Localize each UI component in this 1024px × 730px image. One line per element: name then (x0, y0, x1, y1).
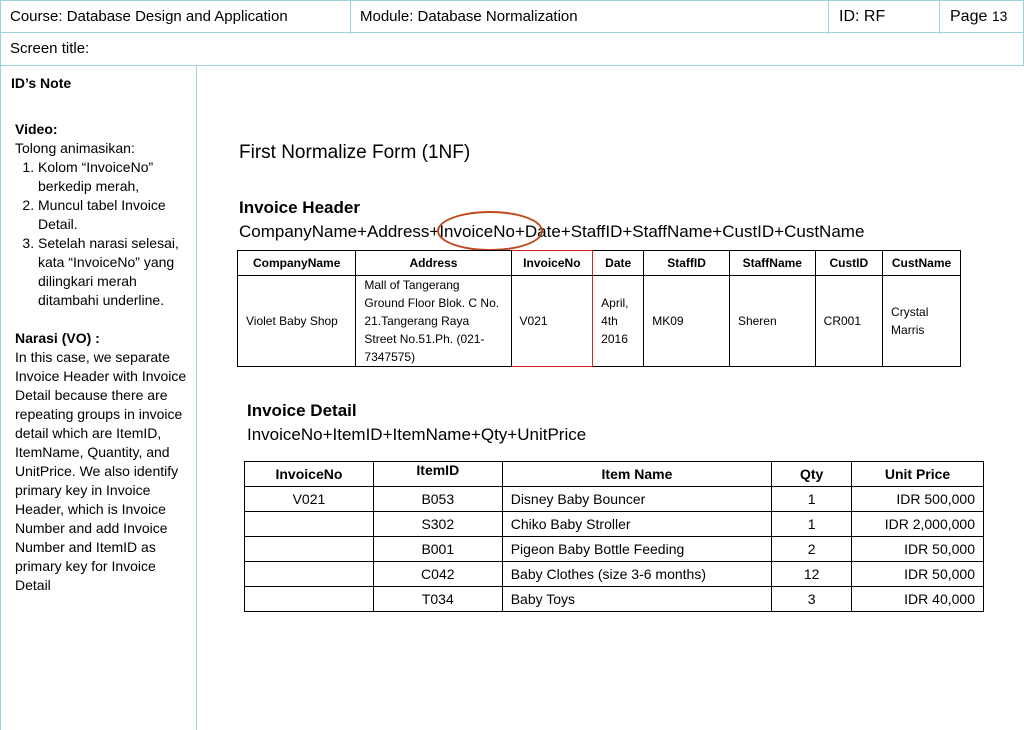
column-header: Item Name (502, 462, 772, 487)
column-header: CompanyName (238, 251, 356, 276)
table-cell: IDR 40,000 (852, 587, 984, 612)
id-notes-body (15, 120, 191, 595)
table-cell: 12 (772, 562, 852, 587)
table-row (245, 487, 984, 512)
table-row (245, 587, 984, 612)
header-bar (0, 0, 1024, 33)
video-step: 3. Setelah narasi selesai, kata “InvoiceNo” yang dilingkari merah ditambahi underline. (38, 234, 191, 310)
table-cell: Baby Toys (502, 587, 772, 612)
table-cell: MK09 (644, 276, 730, 367)
video-heading: Video: (15, 121, 58, 137)
page-label: Page (950, 8, 988, 25)
column-header: CustName (883, 251, 961, 276)
table-cell: Mall of Tangerang Ground Floor Blok. C No. 21.Tangerang Raya Street No.51.Ph. (021-7347575) (356, 276, 511, 367)
table-cell: Disney Baby Bouncer (502, 487, 772, 512)
table-row (245, 537, 984, 562)
table-header-row (238, 251, 961, 276)
table-cell: T034 (373, 587, 502, 612)
table-cell (245, 537, 374, 562)
column-header: Unit Price (852, 462, 984, 487)
table-cell: IDR 500,000 (852, 487, 984, 512)
invoiceno-highlight-circle (437, 211, 543, 251)
video-intro: Tolong animasikan: (15, 140, 135, 156)
table-cell: S302 (373, 512, 502, 537)
page-number: 13 (991, 8, 1008, 24)
column-header: Qty (772, 462, 852, 487)
table-cell: Baby Clothes (size 3-6 months) (502, 562, 772, 587)
table-cell: CR001 (815, 276, 882, 367)
table-cell: IDR 2,000,000 (852, 512, 984, 537)
column-header: Address (356, 251, 511, 276)
table-cell (245, 562, 374, 587)
table-row (245, 512, 984, 537)
column-header: StaffID (644, 251, 730, 276)
table-cell (245, 587, 374, 612)
table-row (238, 276, 961, 367)
screen-title: Screen title: (0, 33, 1024, 66)
invoice-header-formula (239, 222, 864, 242)
course-label: Course: Database Design and Application (1, 1, 351, 34)
table-cell: Sheren (729, 276, 815, 367)
table-cell: April, 4th 2016 (593, 276, 644, 367)
table-cell: V021 (245, 487, 374, 512)
invoice-detail-heading: Invoice Detail (247, 401, 357, 420)
table-header-row (245, 462, 984, 487)
id-notes-panel (0, 66, 197, 730)
table-cell: 3 (772, 587, 852, 612)
column-header: InvoiceNo (245, 462, 374, 487)
table-cell: IDR 50,000 (852, 537, 984, 562)
table-cell (245, 512, 374, 537)
page-indicator (940, 1, 1024, 34)
table-cell: B053 (373, 487, 502, 512)
page-heading: First Normalize Form (1NF) (239, 142, 471, 163)
table-cell: C042 (373, 562, 502, 587)
column-header: Date (593, 251, 644, 276)
narration-heading: Narasi (VO) : (15, 330, 100, 346)
narration-text: In this case, we separate Invoice Header with Invoice Detail because there are repeating groups in invoice detail which are ItemID, ItemName, Quantity, and UnitPrice. We also identify primary key in Invoice Header, which is Invoice Number and add Invoice Number and ItemID as primary key for Invoice Detail (15, 349, 187, 593)
column-header: ItemID (373, 462, 502, 487)
formula-key-invoiceno: InvoiceNo (439, 222, 515, 241)
column-header: StaffName (729, 251, 815, 276)
module-label: Module: Database Normalization (351, 1, 829, 34)
table-cell: 2 (772, 537, 852, 562)
column-header-invoiceno: InvoiceNo (511, 251, 593, 276)
invoice-detail-table (244, 461, 984, 612)
video-step: 2. Muncul tabel Invoice Detail. (38, 196, 191, 234)
id-label: ID: RF (829, 1, 940, 34)
video-step: 1. Kolom “InvoiceNo” berkedip merah, (38, 158, 191, 196)
invoice-header-table (237, 250, 961, 367)
table-cell-invoiceno: V021 (511, 276, 593, 367)
video-steps (15, 158, 191, 310)
invoice-detail-formula: InvoiceNo+ItemID+ItemName+Qty+UnitPrice (247, 425, 587, 444)
table-cell: B001 (373, 537, 502, 562)
column-header: CustID (815, 251, 882, 276)
table-cell: 1 (772, 512, 852, 537)
table-cell: Crystal Marris (883, 276, 961, 367)
table-row (245, 562, 984, 587)
table-cell: Pigeon Baby Bottle Feeding (502, 537, 772, 562)
formula-prefix: CompanyName+Address+ (239, 222, 440, 241)
invoice-header-heading: Invoice Header (239, 198, 360, 217)
table-cell: 1 (772, 487, 852, 512)
formula-suffix: +Date+StaffID+StaffName+CustID+CustName (514, 222, 865, 241)
id-notes-title: ID’s Note (11, 75, 72, 91)
table-cell: Chiko Baby Stroller (502, 512, 772, 537)
table-cell: IDR 50,000 (852, 562, 984, 587)
table-cell: Violet Baby Shop (238, 276, 356, 367)
